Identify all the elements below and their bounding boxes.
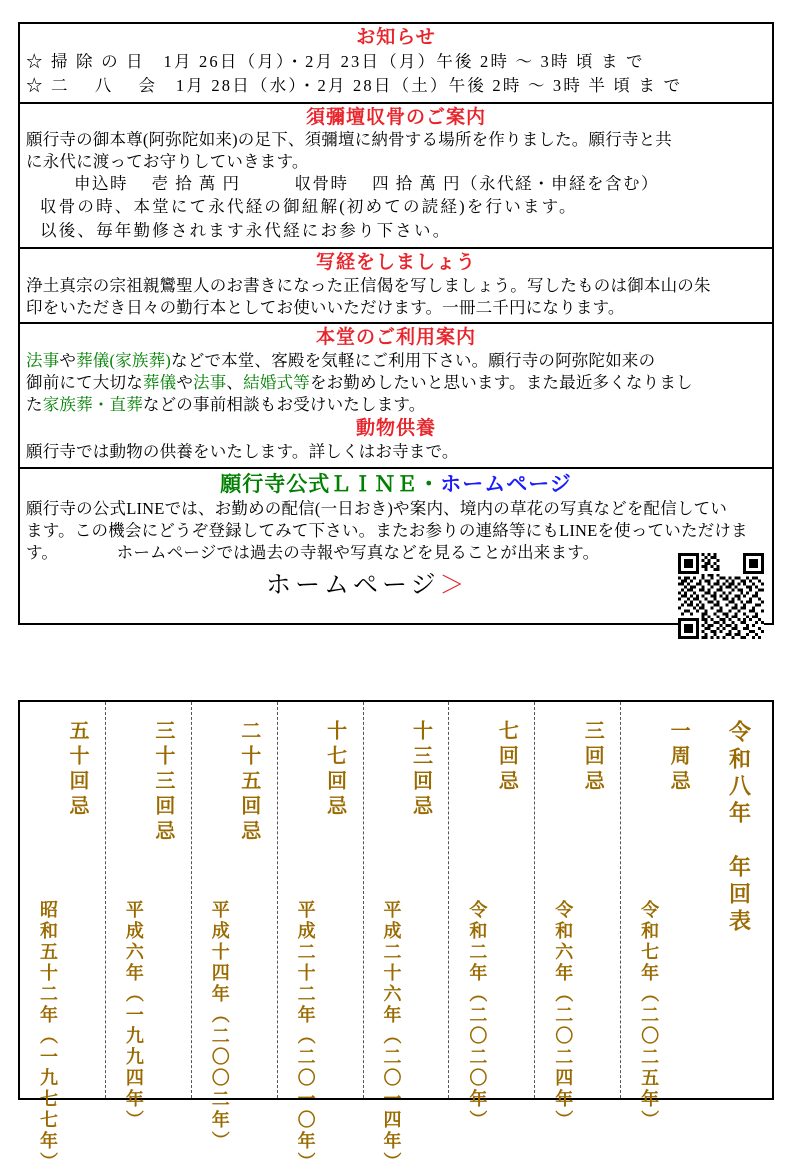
notice-box xyxy=(18,22,774,625)
homepage-label: ホームページ xyxy=(266,572,440,600)
nenki-label-5: 十七回忌 xyxy=(323,720,346,820)
hondo-line-3-a: た xyxy=(26,394,43,414)
shumidan-line-3 xyxy=(26,195,766,219)
qr-code-icon[interactable] xyxy=(678,553,764,639)
line-hp-line-3: す。 ホームページでは過去の寺報や写真などを見ることが出来ます。 xyxy=(26,542,600,562)
nenki-label-4: 十三回忌 xyxy=(409,720,432,820)
nenki-column-1 xyxy=(620,702,706,1131)
shumidan-fee-row: 申込時 壱 拾 萬 円 収骨時 四 拾 萬 円（永代経・申経を含む） xyxy=(74,173,659,193)
nenki-heading: 令和八年 年回表 xyxy=(726,720,752,936)
nenki-column-8 xyxy=(20,702,105,1173)
line-title-part2: ホームページ xyxy=(440,471,572,496)
nenki-heading-cell xyxy=(706,702,772,1098)
oshirase-line-1: ☆ 掃 除 の 日 1月 26日（月）・2月 23日（月）午後 2時 〜 3時 頃 ま で xyxy=(26,51,645,71)
homepage-link[interactable] xyxy=(266,565,469,601)
hondo-line-2-a: 御前にて大切な xyxy=(26,372,143,392)
hondo-line-1-mid: や xyxy=(59,351,77,371)
nenki-year-2: 令和六年（二〇二四年） xyxy=(553,900,574,1131)
section-title-shumidan: 須彌壇収骨のご案内 xyxy=(305,106,486,128)
nenki-year-1: 令和七年（二〇二五年） xyxy=(639,900,660,1131)
nenki-year-8: 昭和五十二年（一九七七年） xyxy=(37,900,58,1173)
shumidan-line-4 xyxy=(26,219,766,243)
nenki-label-8: 五十回忌 xyxy=(65,720,88,820)
section-line-hp xyxy=(20,469,772,624)
oshirase-line-2: ☆ 二 八 会 1月 28日（水）・2月 28日（土）午後 2時 〜 3時 半 頃 ま で xyxy=(26,75,683,95)
hondo-kw-sougi2: 葬儀 xyxy=(142,372,177,392)
nenki-year-6: 平成十四年（二〇〇二年） xyxy=(209,900,230,1152)
homepage-row xyxy=(26,563,766,619)
nenki-column-4 xyxy=(363,702,449,1173)
section-title-line-hp xyxy=(26,471,766,498)
nenki-label-1: 一周忌 xyxy=(667,720,690,795)
section-title-hondo: 本堂のご利用案内 xyxy=(315,327,476,349)
nenki-label-7: 三十三回忌 xyxy=(151,720,174,845)
nenki-label-6: 二十五回忌 xyxy=(237,720,260,845)
nenki-column-3 xyxy=(448,702,534,1131)
nenki-year-5: 平成二十二年（二〇一〇年） xyxy=(295,900,316,1173)
section-title-shakyo: 写経をしましょう xyxy=(315,251,476,273)
nenki-label-2: 三回忌 xyxy=(581,720,604,795)
shumidan-line-2: に永代に渡ってお守りしていきます。 xyxy=(26,152,309,172)
homepage-arrow: ＞ xyxy=(439,572,469,600)
line-title-part1: 願行寺公式ＬＩＮＥ・ xyxy=(220,471,441,496)
hondo-line-2-b: や xyxy=(176,372,194,392)
nenki-year-4: 平成二十六年（二〇一四年） xyxy=(381,900,402,1173)
hondo-line-3-b: などの事前相談もお受けいたします。 xyxy=(142,394,426,414)
hondo-kw-kazokusou: 家族葬・直葬 xyxy=(42,394,143,414)
hondo-kw-houji: 法事 xyxy=(26,351,60,371)
hondo-kw-sougi: 葬儀(家族葬) xyxy=(76,351,171,371)
shakyo-line-1: 浄土真宗の宗祖親鸞聖人のお書きになった正信偈を写しましょう。写したものは御本山の朱 xyxy=(26,275,711,295)
shumidan-line-3-text: 収骨の時、本堂にて永代経の御紐解(初めての読経)を行います。 xyxy=(40,197,578,217)
shumidan-line-4-text: 以後、毎年勤修されます永代経にお参り下さい。 xyxy=(40,221,452,241)
doubutsu-line-1: 願行寺では動物の供養をいたします。詳しくはお寺まで。 xyxy=(26,442,459,462)
nenki-column-2 xyxy=(534,702,620,1131)
section-shakyo xyxy=(20,249,772,324)
shakyo-line-2: 印をいただき日々の勤行本としてお使いいただけます。一冊二千円になります。 xyxy=(26,297,625,317)
section-title-oshirase: お知らせ xyxy=(356,27,436,48)
section-title-doubutsu: 動物供養 xyxy=(355,418,436,440)
hondo-line-1-rest: などで本堂、客殿を気軽にご利用下さい。願行寺の阿弥陀如来の xyxy=(171,351,656,371)
nenki-column-6 xyxy=(191,702,277,1152)
nenki-label-3: 七回忌 xyxy=(495,720,518,795)
shumidan-line-1: 願行寺の御本尊(阿弥陀如来)の足下、須彌壇に納骨する場所を作りました。願行寺と共 xyxy=(26,130,672,150)
nenki-column-5 xyxy=(277,702,363,1173)
hondo-line-2-d: をお勤めしたいと思います。また最近多くなりまし xyxy=(309,372,693,392)
hondo-kw-houji2: 法事 xyxy=(193,372,227,392)
hondo-kw-kekkon: 結婚式等 xyxy=(243,372,310,392)
hondo-line-2 xyxy=(26,372,766,394)
section-hondo xyxy=(20,324,772,469)
hondo-line-1 xyxy=(26,350,766,372)
section-oshirase xyxy=(20,24,772,104)
nenki-table xyxy=(18,700,774,1173)
nenki-year-3: 令和二年（二〇二〇年） xyxy=(467,900,488,1131)
nenki-column-7 xyxy=(105,702,191,1131)
line-hp-line-1: 願行寺の公式LINEでは、お勤めの配信(一日おき)や案内、境内の草花の写真などを配信してい xyxy=(26,499,728,519)
hondo-line-3 xyxy=(26,394,766,416)
nenki-year-7: 平成六年（一九九四年） xyxy=(123,900,144,1131)
hondo-line-2-c: 、 xyxy=(226,372,244,392)
section-shumidan xyxy=(20,104,772,249)
line-hp-line-2: ます。この機会にどうぞ登録してみて下さい。またお参りの連絡等にもLINEを使っていただけま xyxy=(26,520,748,540)
